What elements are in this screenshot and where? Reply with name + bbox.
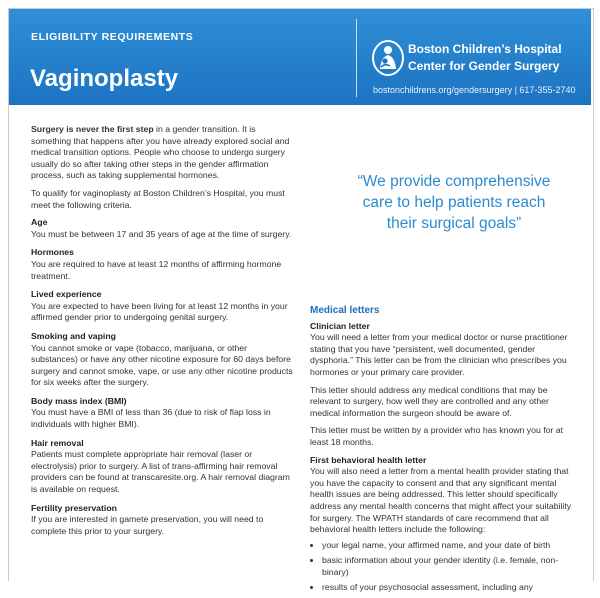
criterion-heading: Hair removal [31, 437, 84, 448]
list-item: • results of your psychosocial assessment, including any [322, 582, 572, 594]
criterion-heading: Smoking and vaping [31, 330, 116, 341]
criterion-hair-removal [31, 438, 293, 496]
criterion-text: You must have a BMI of less than 36 (due to risk of flap loss in individuals with higher BMI). [31, 407, 271, 430]
clinician-letter-paragraph: This letter should address any medical conditions that may be relevant to surgery, how well they are controlled and any other medical information the surgeon should be aware of. [310, 384, 549, 418]
eligibility-kicker: ELIGIBILITY REQUIREMENTS [31, 31, 194, 43]
criterion-heading: Fertility preservation [31, 502, 117, 513]
criterion-text: You are expected to have been living for at least 12 months in your affirmed gender prior to undergoing genital surgery. [31, 300, 288, 323]
letter-requirements-list [310, 540, 572, 594]
criterion-heading: Age [31, 217, 48, 228]
criteria-column [31, 124, 293, 544]
intro-rest: in a gender transition. It is something that happens after you have already explored social and medical transition options. People who choose to undergo surgery usually do so after taking other steps in the gender affirmation process, such as taking supplemental hormones. [31, 124, 290, 181]
criterion-text: You cannot smoke or vape (tobacco, marijuana, or other substances) or have any other nicotine exposure for 60 days before surgery and cannot smoke, vape, or use any other nicotine products for six weeks after the surgery. [31, 342, 293, 388]
criterion-text: If you are interested in gamete preservation, you will need to complete this prior to your surgery. [31, 514, 264, 536]
pull-quote: “We provide comprehensive care to help patients reach their surgical goals” [357, 173, 551, 232]
hospital-name: Boston Children’s Hospital [408, 42, 562, 56]
criterion-text: You must be between 17 and 35 years of age at the time of surgery. [31, 228, 292, 239]
criterion-text: Patients must complete appropriate hair removal (laser or electrolysis) prior to surgery. A list of trans-affirming hair removal providers can be found at transcaresite.org. A hair removal diagram is available on request. [31, 449, 290, 495]
criterion-lived-experience [31, 289, 293, 324]
criterion-heading: Hormones [31, 247, 74, 258]
page-title: Vaginoplasty [30, 65, 179, 92]
criterion-heading: Body mass index (BMI) [31, 395, 127, 406]
center-name: Center for Gender Surgery [408, 59, 560, 73]
behavioral-letter-paragraph: You will also need a letter from a mental health provider stating that you have the capacity to consent and that any significant mental health issues are being addressed. This letter should specifically address any mental health concerns that might affect your suitability for surgery. The WPATH standards of care recommend that all behavioral health letters include the following: [310, 466, 572, 535]
clinician-letter-paragraph: You will need a letter from your medical doctor or nurse practitioner stating that you have “persistent, well documented, gender dysphoria.” This letter can be from the clinician who prescribes you hormones or your primary care provider. [310, 332, 568, 377]
criteria-intro: To qualify for vaginoplasty at Boston Children’s Hospital, you must meet the following criteria. [31, 187, 285, 210]
criterion-text: You are required to have at least 12 months of affirming hormone treatment. [31, 258, 282, 281]
header-divider [356, 19, 357, 97]
list-item: • your legal name, your affirmed name, and your date of birth [322, 540, 572, 552]
criterion-fertility [31, 503, 293, 538]
mother-child-logo-icon [371, 39, 405, 77]
header-banner [9, 9, 591, 105]
criterion-bmi [31, 396, 293, 431]
criterion-age [31, 217, 293, 240]
intro-paragraph [31, 124, 293, 182]
criterion-smoking [31, 331, 293, 389]
medical-letters-column [310, 305, 572, 598]
intro-lead: Surgery is never the first step [31, 124, 154, 134]
clinician-letter-paragraph: This letter must be written by a provider who has known you for at least 18 months. [310, 425, 564, 447]
contact-line: bostonchildrens.org/gendersurgery | 617-355-2740 [373, 85, 576, 95]
criterion-hormones [31, 247, 293, 282]
list-item: • basic information about your gender identity (i.e. female, non-binary) [322, 555, 572, 578]
behavioral-letter-heading: First behavioral health letter [310, 454, 427, 465]
clinician-letter-heading: Clinician letter [310, 320, 370, 331]
medical-letters-heading: Medical letters [310, 305, 380, 316]
criterion-heading: Lived experience [31, 289, 102, 300]
